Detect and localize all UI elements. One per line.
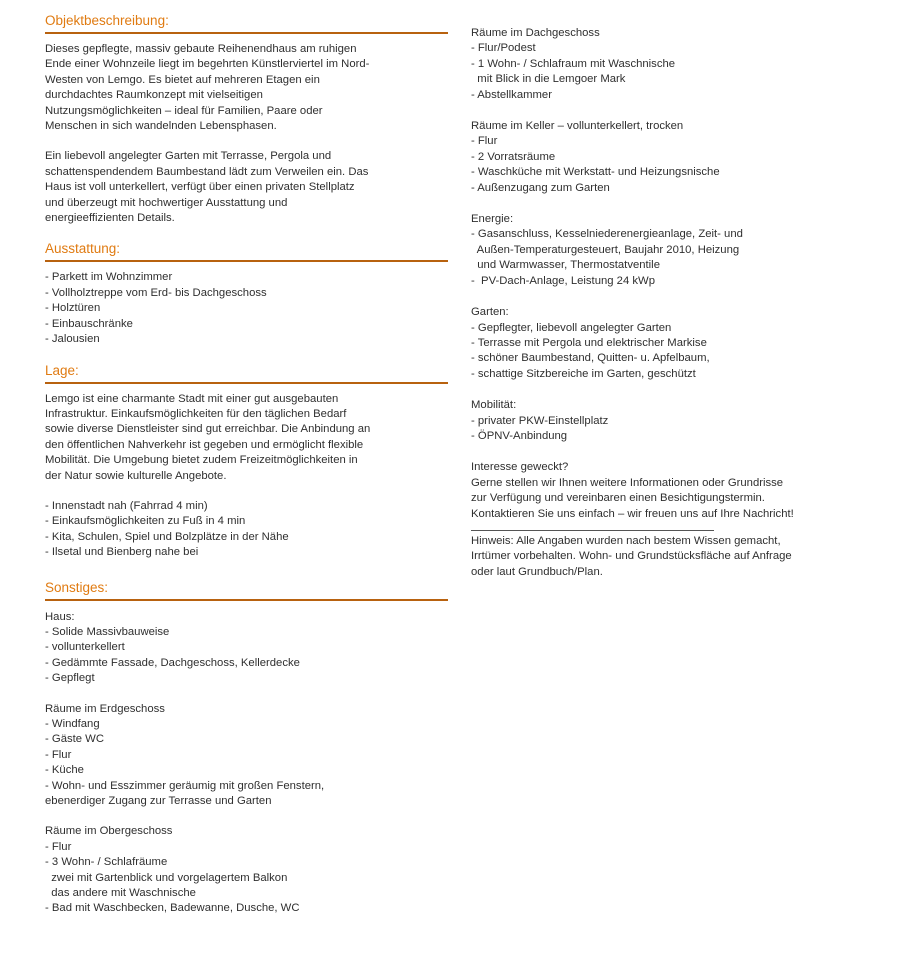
text-line: Räume im Erdgeschoss — [45, 702, 165, 715]
text-line: Infrastruktur. Einkaufsmöglichkeiten für den täglichen Bedarf — [45, 407, 347, 420]
text-line: Interesse geweckt? — [471, 461, 569, 474]
text-line: Menschen in sich wandelnden Lebensphasen. — [45, 120, 277, 133]
list-item: - Flur — [45, 748, 72, 761]
sonstiges-erdgeschoss — [45, 702, 448, 810]
text-line: und überzeugt mit hochwertiger Ausstattung und — [45, 196, 288, 209]
list-item: - 2 Vorratsräume — [471, 150, 556, 163]
list-item: - Gasanschluss, Kesselniederenergieanlage, Zeit- und — [471, 228, 743, 241]
text-line: Haus: — [45, 610, 75, 623]
hinweis-block — [471, 534, 881, 580]
energie-block — [471, 212, 881, 289]
text-line: schattenspendendem Baumbestand lädt zum Verweilen ein. Das — [45, 165, 369, 178]
text-line: energieeffizienten Details. — [45, 212, 175, 225]
list-item: - Abstellkammer — [471, 88, 552, 101]
text-line: zur Verfügung und vereinbaren einen Besichtigungstermin. — [471, 492, 765, 505]
text-line: mit Blick in die Lemgoer Mark — [471, 73, 626, 86]
divider — [471, 530, 714, 531]
list-item: - Gepflegter, liebevoll angelegter Garten — [471, 321, 672, 334]
lage-list — [45, 499, 448, 561]
list-item: - Holztüren — [45, 302, 101, 315]
list-item: - Parkett im Wohnzimmer — [45, 271, 173, 284]
list-item: - Bad mit Waschbecken, Badewanne, Dusche, WC — [45, 902, 300, 915]
dachgeschoss-block — [471, 26, 881, 103]
text-line: das andere mit Waschnische — [45, 887, 196, 900]
objekt-paragraph-2 — [45, 149, 448, 226]
text-line: Kontaktieren Sie uns einfach – wir freuen uns auf Ihre Nachricht! — [471, 507, 794, 520]
list-item: - Waschküche mit Werkstatt- und Heizungsnische — [471, 166, 720, 179]
list-item: - Flur — [45, 840, 72, 853]
list-item: - Solide Massivbauweise — [45, 625, 170, 638]
text-line: Räume im Dachgeschoss — [471, 27, 600, 39]
text-line: durchdachtes Raumkonzept mit vielseitigen — [45, 89, 263, 102]
list-item: - Einbauschränke — [45, 317, 133, 330]
list-item: - Küche — [45, 764, 84, 777]
text-line: Mobilität. Die Umgebung bietet zudem Freizeitmöglichkeiten in — [45, 454, 358, 467]
list-item: - privater PKW-Einstellplatz — [471, 414, 609, 427]
text-line: sowie diverse Dienstleister sind gut erreichbar. Die Anbindung an — [45, 423, 371, 436]
list-item: - 3 Wohn- / Schlafräume — [45, 856, 168, 869]
text-line: Nutzungsmöglichkeiten – ideal für Familien, Paare oder — [45, 104, 323, 117]
section-sonstiges — [45, 561, 448, 917]
text-line: Ende einer Wohnzeile liegt im begehrten Künstlerviertel im Nord- — [45, 58, 370, 71]
text-line: Räume im Keller – vollunterkellert, trocken — [471, 120, 684, 133]
list-item: - Flur — [471, 135, 498, 148]
garten-block — [471, 305, 881, 382]
text-line: Mobilität: — [471, 399, 517, 412]
right-column — [471, 26, 881, 596]
text-line: zwei mit Gartenblick und vorgelagertem Balkon — [45, 871, 288, 884]
list-item: - Gäste WC — [45, 733, 104, 746]
list-item: - Gepflegt — [45, 672, 95, 685]
list-item: - schattige Sitzbereiche im Garten, geschützt — [471, 367, 696, 380]
interesse-block — [471, 460, 881, 522]
text-line: Westen von Lemgo. Es bietet auf mehreren Etagen ein — [45, 73, 320, 86]
list-item: - Innenstadt nah (Fahrrad 4 min) — [45, 499, 208, 512]
list-item: - Kita, Schulen, Spiel und Bolzplätze in der Nähe — [45, 530, 289, 543]
heading-ausstattung: Ausstattung: — [45, 240, 448, 262]
text-line: Irrtümer vorbehalten. Wohn- und Grundstücksfläche auf Anfrage — [471, 550, 792, 563]
left-column — [45, 0, 448, 917]
section-objektbeschreibung — [45, 0, 448, 226]
list-item: - Wohn- und Esszimmer geräumig mit großen Fenstern, — [45, 779, 325, 792]
list-item: - ÖPNV-Anbindung — [471, 429, 568, 442]
list-item: - Gedämmte Fassade, Dachgeschoss, Kellerdecke — [45, 656, 300, 669]
list-item: - 1 Wohn- / Schlafraum mit Waschnische — [471, 57, 676, 70]
text-line: Räume im Obergeschoss — [45, 825, 173, 838]
text-line: Garten: — [471, 306, 509, 319]
text-line: Hinweis: Alle Angaben wurden nach bestem Wissen gemacht, — [471, 534, 781, 547]
list-item: - PV-Dach-Anlage, Leistung 24 kWp — [471, 274, 655, 287]
text-line: ebenerdiger Zugang zur Terrasse und Garten — [45, 795, 272, 808]
list-item: - Einkaufsmöglichkeiten zu Fuß in 4 min — [45, 515, 246, 528]
list-item: - Vollholztreppe vom Erd- bis Dachgeschoss — [45, 286, 267, 299]
text-line: den öffentlichen Nahverkehr ist gegeben und ermöglicht flexible — [45, 438, 364, 451]
text-line: Energie: — [471, 213, 514, 226]
text-line: Außen-Temperaturgesteuert, Baujahr 2010, Heizung — [471, 243, 740, 256]
text-line: Haus ist voll unterkellert, verfügt über einen privaten Stellplatz — [45, 181, 355, 194]
keller-block — [471, 119, 881, 196]
ausstattung-list — [45, 270, 448, 347]
heading-sonstiges: Sonstiges: — [45, 579, 448, 601]
list-item: - Windfang — [45, 718, 100, 730]
section-ausstattung — [45, 226, 448, 347]
list-item: - Jalousien — [45, 333, 100, 346]
list-item: - Flur/Podest — [471, 42, 536, 55]
sonstiges-haus — [45, 610, 448, 687]
section-lage — [45, 348, 448, 561]
list-item: - vollunterkellert — [45, 641, 125, 654]
list-item: - schöner Baumbestand, Quitten- u. Apfelbaum, — [471, 352, 710, 365]
lage-paragraph — [45, 392, 448, 484]
text-line: Dieses gepflegte, massiv gebaute Reihenendhaus am ruhigen — [45, 43, 357, 55]
text-line: und Warmwasser, Thermostatventile — [471, 259, 660, 272]
sonstiges-obergeschoss — [45, 824, 448, 916]
list-item: - Terrasse mit Pergola und elektrischer Markise — [471, 336, 707, 349]
heading-objektbeschreibung: Objektbeschreibung: — [45, 12, 448, 34]
text-line: der Natur sowie kulturelle Angebote. — [45, 469, 227, 482]
text-line: Gerne stellen wir Ihnen weitere Informationen oder Grundrisse — [471, 476, 784, 489]
text-line: Lemgo ist eine charmante Stadt mit einer gut ausgebauten — [45, 392, 339, 405]
text-line: oder laut Grundbuch/Plan. — [471, 565, 603, 578]
mobilitaet-block — [471, 398, 881, 444]
heading-lage: Lage: — [45, 362, 448, 384]
list-item: - Außenzugang zum Garten — [471, 181, 610, 194]
objekt-paragraph-1 — [45, 42, 448, 134]
text-line: Ein liebevoll angelegter Garten mit Terrasse, Pergola und — [45, 150, 332, 163]
list-item: - Ilsetal und Bienberg nahe bei — [45, 546, 199, 559]
